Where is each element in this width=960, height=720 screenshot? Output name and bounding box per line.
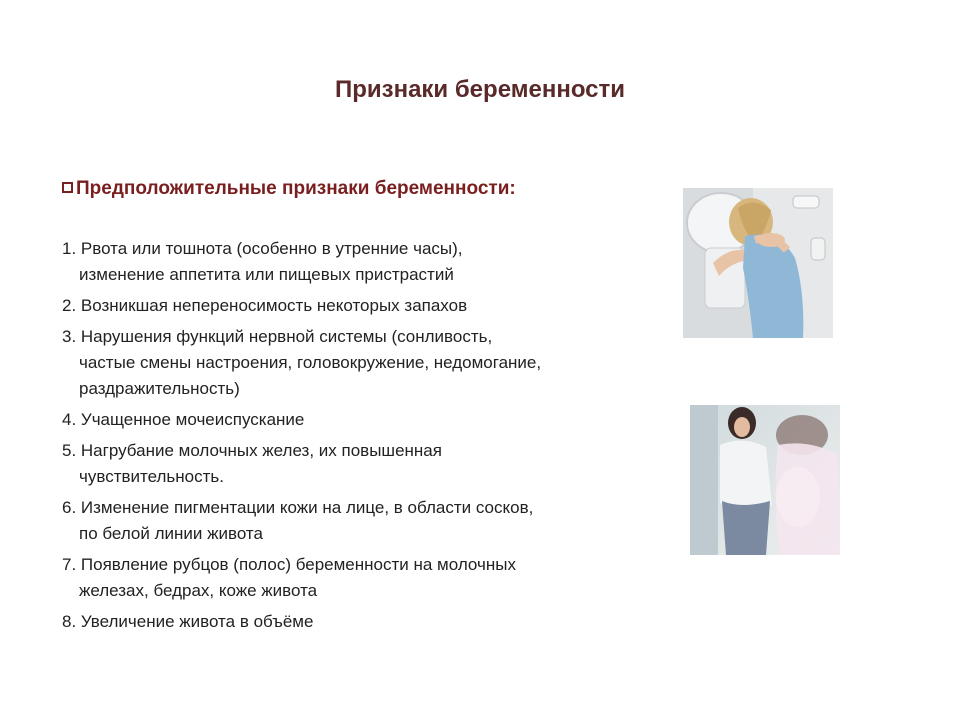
list-item-line: 4. Учащенное мочеиспускание bbox=[62, 410, 305, 429]
list-item-line: 8. Увеличение живота в объёме bbox=[62, 612, 314, 631]
list-item-line: чувствительность. bbox=[79, 467, 224, 486]
list-item-line: 3. Нарушения функций нервной системы (сонливость, bbox=[62, 327, 493, 346]
nausea-illustration bbox=[683, 188, 833, 338]
list-item-line: 7. Появление рубцов (полос) беременности на молочных bbox=[62, 555, 516, 574]
pregnancy-illustration bbox=[690, 405, 840, 555]
list-item-line: 5. Нагрубание молочных желез, их повышенная bbox=[62, 441, 442, 460]
pregnancy-photo bbox=[690, 405, 840, 555]
list-item-line: 6. Изменение пигментации кожи на лице, в области сосков, bbox=[62, 498, 534, 517]
slide-title: Признаки беременности bbox=[334, 76, 626, 103]
list-item-line: железах, бедрах, коже живота bbox=[79, 581, 318, 600]
list-item bbox=[62, 407, 642, 433]
list-item-line: по белой линии живота bbox=[79, 524, 263, 543]
signs-list bbox=[62, 236, 642, 640]
list-item bbox=[62, 495, 642, 547]
list-item-line: раздражительность) bbox=[79, 379, 240, 398]
list-item-line: изменение аппетита или пищевых пристрастий bbox=[79, 265, 454, 284]
list-item bbox=[62, 609, 642, 635]
list-item bbox=[62, 236, 642, 288]
list-item bbox=[62, 438, 642, 490]
list-item-line: 1. Рвота или тошнота (особенно в утренние часы), bbox=[62, 239, 463, 258]
list-item bbox=[62, 293, 642, 319]
list-item-line: частые смены настроения, головокружение, недомогание, bbox=[79, 353, 542, 372]
list-item-line: 2. Возникшая непереносимость некоторых запахов bbox=[62, 296, 468, 315]
list-item bbox=[62, 324, 642, 402]
checkbox-icon bbox=[62, 182, 73, 193]
section-heading-text: Предположительные признаки беременности: bbox=[76, 178, 516, 199]
section-heading bbox=[62, 178, 516, 200]
list-item bbox=[62, 552, 642, 604]
nausea-photo bbox=[683, 188, 833, 338]
